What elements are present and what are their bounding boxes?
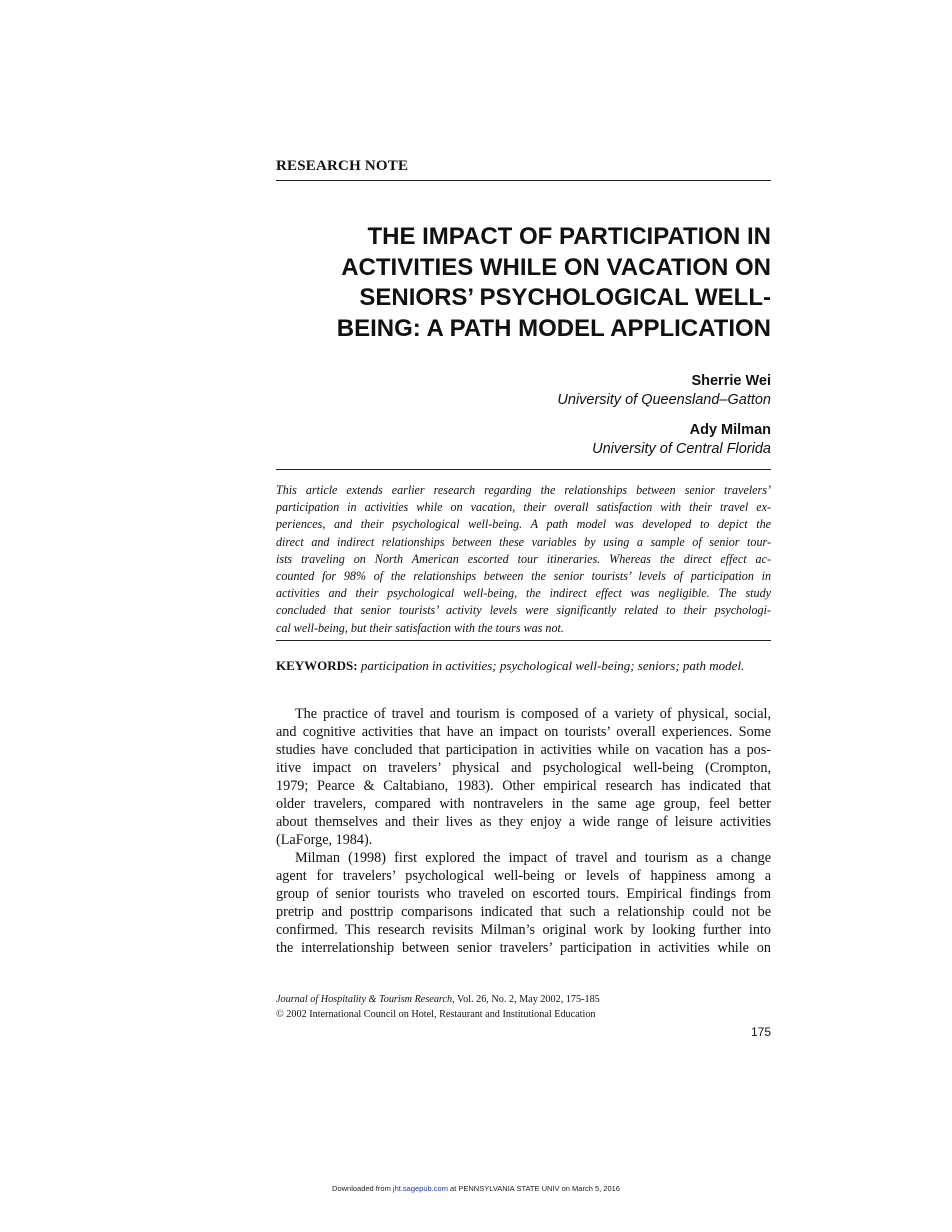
page-number: 175: [750, 1025, 771, 1039]
download-suffix: at PENNSYLVANIA STATE UNIV on March 5, 2016: [447, 1184, 620, 1193]
abstract-line: concluded that senior tourists’ activity levels were significantly related to their psychologi-: [276, 603, 771, 618]
download-note: [0, 1184, 952, 1193]
citation-details: , Vol. 26, No. 2, May 2002, 175-185: [452, 994, 600, 1005]
body-line: Milman (1998) first explored the impact of travel and tourism as a change: [295, 850, 771, 866]
download-prefix: Downloaded from: [332, 1184, 393, 1193]
journal-name: Journal of Hospitality & Tourism Research: [276, 994, 453, 1005]
body-line: itive impact on travelers’ physical and psychological well-being (Crompton,: [276, 760, 771, 776]
keywords-label: KEYWORDS:: [276, 658, 358, 673]
body-line: pretrip and posttrip comparisons indicated that such a relationship could not be: [276, 904, 771, 920]
body-line: confirmed. This research revisits Milman’s original work by looking further into: [276, 922, 771, 938]
abstract-line: direct and indirect relationships between these variables by using a sample of senior tour-: [276, 534, 771, 549]
body-line: agent for travelers’ psychological well-being or levels of happiness among a: [276, 868, 771, 884]
author-affiliation: University of Queensland–Gatton: [557, 392, 771, 408]
copyright-line: © 2002 International Council on Hotel, Restaurant and Institutional Education: [276, 1009, 596, 1020]
abstract-line: This article extends earlier research regarding the relationships between senior travelers’: [276, 483, 771, 497]
abstract-line: activities and their psychological well-being, the indirect effect was negligible. The study: [276, 586, 771, 601]
citation-line: [276, 992, 600, 1007]
body-line: studies have concluded that participation in activities while on vacation has a pos-: [276, 742, 771, 758]
keywords-text: participation in activities; psychological well-being; seniors; path model.: [357, 658, 745, 673]
author-affiliation: University of Central Florida: [592, 441, 771, 457]
title-line: ACTIVITIES WHILE ON VACATION ON: [341, 253, 771, 281]
body-line: (LaForge, 1984).: [276, 832, 373, 848]
title-line: BEING: A PATH MODEL APPLICATION: [336, 314, 771, 342]
title-line: THE IMPACT OF PARTICIPATION IN: [367, 223, 771, 250]
body-line: about themselves and their lives as they enjoy a wide range of leisure activities: [276, 814, 771, 830]
header-rule: [276, 180, 771, 181]
abstract-line: participation in activities while on vacation, their overall satisfaction with their travel ex-: [276, 500, 771, 515]
download-link[interactable]: jht.sagepub.com: [392, 1184, 448, 1193]
title-line: SENIORS’ PSYCHOLOGICAL WELL-: [359, 284, 771, 311]
author-name: Sherrie Wei: [691, 373, 771, 389]
body-line: the interrelationship between senior travelers’ participation in activities while on: [276, 940, 771, 956]
body-line: group of senior tourists who traveled on escorted tours. Empirical findings from: [276, 886, 771, 902]
abstract: [276, 482, 771, 637]
abstract-top-rule: [276, 469, 771, 470]
body-text: [276, 705, 771, 957]
abstract-line: ists traveling on North American escorted tour itineraries. Whereas the direct effect ac-: [276, 551, 771, 566]
abstract-line: cal well-being, but their satisfaction with the tours was not.: [276, 620, 564, 635]
body-line: and cognitive activities that have an impact on tourists’ overall experiences. Some: [276, 724, 771, 740]
body-line: The practice of travel and tourism is composed of a variety of physical, social,: [295, 706, 771, 722]
abstract-line: counted for 98% of the relationships between the senior tourists’ levels of participation in: [276, 569, 771, 584]
journal-footer: [276, 992, 600, 1022]
article-title: [301, 222, 771, 344]
body-line: 1979; Pearce & Caltabiano, 1983). Other empirical research has indicated that: [276, 778, 771, 794]
author-name: Ady Milman: [689, 422, 771, 438]
abstract-line: periences, and their psychological well-being. A path model was developed to depict the: [276, 517, 771, 532]
section-label: RESEARCH NOTE: [276, 158, 409, 174]
keywords: [276, 658, 744, 674]
body-line: older travelers, compared with nontravelers in the same age group, feel better: [276, 796, 771, 812]
abstract-bottom-rule: [276, 640, 771, 641]
